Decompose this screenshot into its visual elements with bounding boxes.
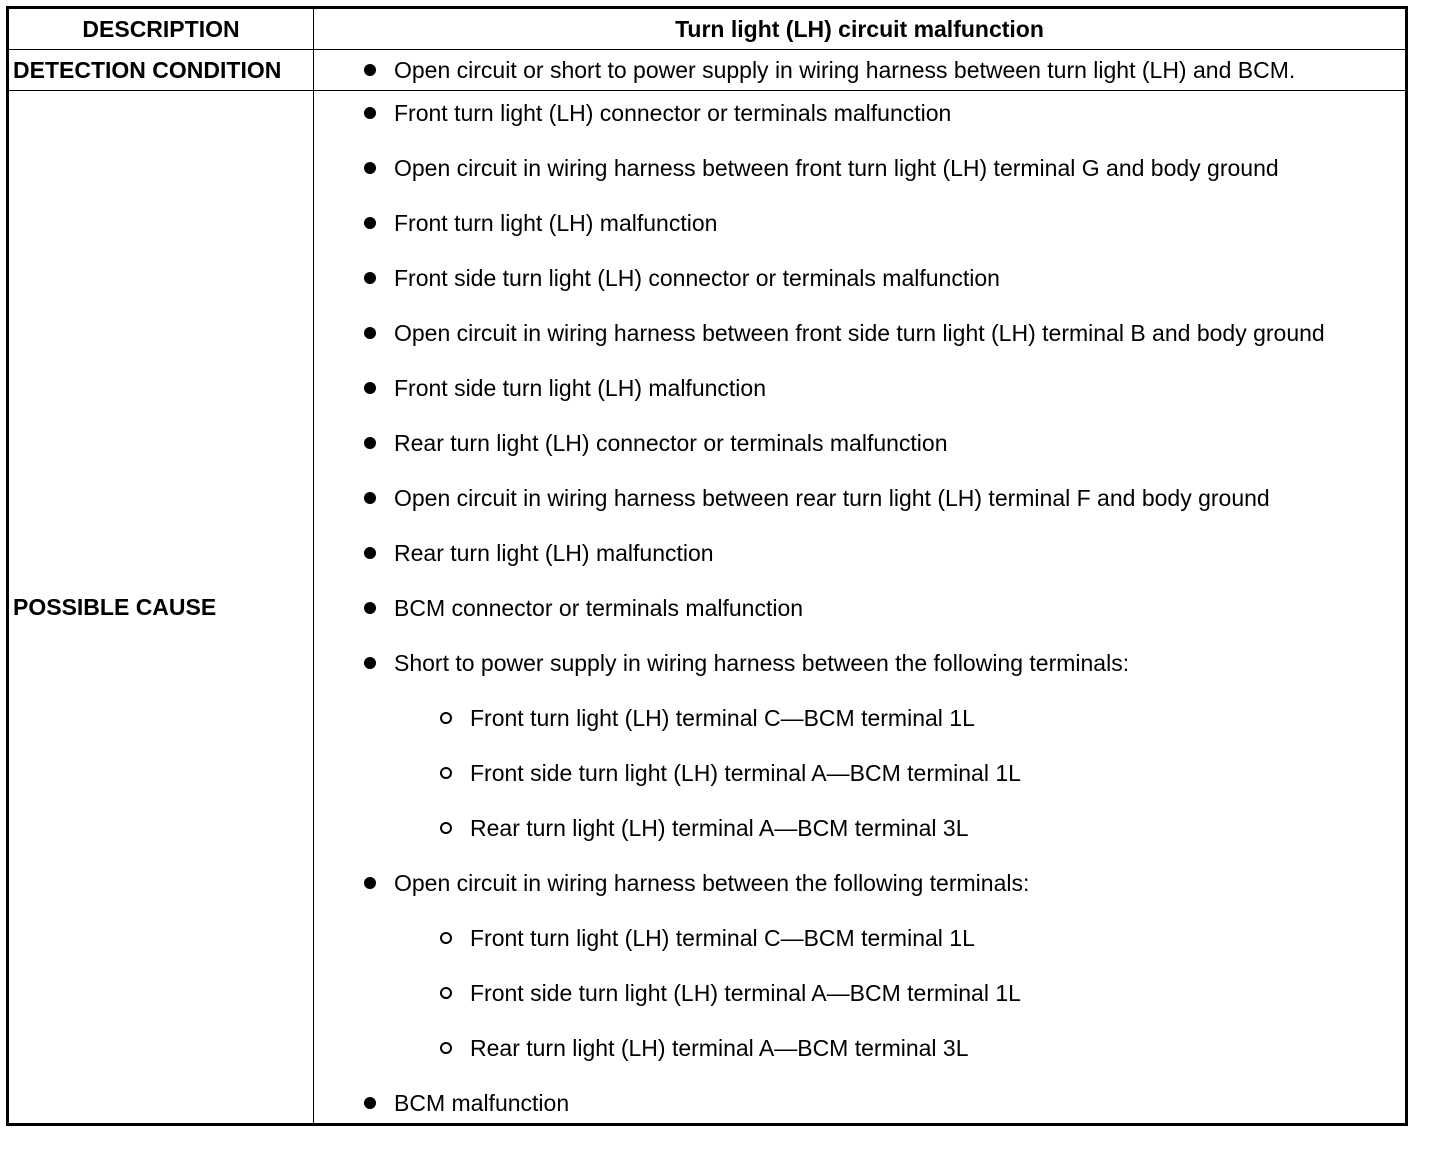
cause-item: Front side turn light (LH) malfunction bbox=[314, 373, 1405, 403]
cause-item: Rear turn light (LH) connector or terminals malfunction bbox=[314, 428, 1405, 458]
hollow-bullet-icon bbox=[440, 767, 452, 779]
bullet-icon bbox=[364, 602, 376, 614]
header-row bbox=[8, 8, 1407, 50]
cause-subitem: Front turn light (LH) terminal C—BCM terminal 1L bbox=[314, 923, 1405, 953]
cause-item: Open circuit in wiring harness between the following terminals: bbox=[314, 868, 1405, 898]
cause-subitem: Front turn light (LH) terminal C—BCM terminal 1L bbox=[314, 703, 1405, 733]
cause-subitem: Rear turn light (LH) terminal A—BCM terminal 3L bbox=[314, 1033, 1405, 1063]
detection-list bbox=[314, 55, 1405, 85]
cause-item: Front side turn light (LH) connector or terminals malfunction bbox=[314, 263, 1405, 293]
bullet-icon bbox=[364, 657, 376, 669]
hollow-bullet-icon bbox=[440, 987, 452, 999]
cause-item: Front turn light (LH) malfunction bbox=[314, 208, 1405, 238]
bullet-icon bbox=[364, 382, 376, 394]
header-title: Turn light (LH) circuit malfunction bbox=[314, 8, 1407, 50]
cause-item: Open circuit in wiring harness between front side turn light (LH) terminal B and body ground bbox=[314, 318, 1405, 348]
detection-label: DETECTION CONDITION bbox=[8, 50, 314, 91]
bullet-icon bbox=[364, 327, 376, 339]
cause-item: Short to power supply in wiring harness between the following terminals: bbox=[314, 648, 1405, 678]
bullet-icon bbox=[364, 162, 376, 174]
bullet-icon bbox=[364, 272, 376, 284]
cause-item: Rear turn light (LH) malfunction bbox=[314, 538, 1405, 568]
detection-row bbox=[8, 50, 1407, 91]
cause-item: Open circuit in wiring harness between rear turn light (LH) terminal F and body ground bbox=[314, 483, 1405, 513]
bullet-icon bbox=[364, 217, 376, 229]
header-description: DESCRIPTION bbox=[8, 8, 314, 50]
bullet-icon bbox=[364, 64, 376, 76]
cause-subitem: Rear turn light (LH) terminal A—BCM terminal 3L bbox=[314, 813, 1405, 843]
detection-item: Open circuit or short to power supply in wiring harness between turn light (LH) and BCM. bbox=[314, 55, 1405, 85]
hollow-bullet-icon bbox=[440, 1042, 452, 1054]
cause-item: BCM connector or terminals malfunction bbox=[314, 593, 1405, 623]
bullet-icon bbox=[364, 877, 376, 889]
detection-cell bbox=[314, 50, 1407, 91]
cause-subitem: Front side turn light (LH) terminal A—BCM terminal 1L bbox=[314, 758, 1405, 788]
hollow-bullet-icon bbox=[440, 712, 452, 724]
diagnostic-table bbox=[6, 6, 1408, 1126]
cause-subitem: Front side turn light (LH) terminal A—BCM terminal 1L bbox=[314, 978, 1405, 1008]
bullet-icon bbox=[364, 1097, 376, 1109]
cause-item: Open circuit in wiring harness between front turn light (LH) terminal G and body ground bbox=[314, 153, 1405, 183]
cause-label: POSSIBLE CAUSE bbox=[8, 91, 314, 1125]
bullet-icon bbox=[364, 437, 376, 449]
hollow-bullet-icon bbox=[440, 822, 452, 834]
cause-list bbox=[314, 98, 1405, 1118]
bullet-icon bbox=[364, 492, 376, 504]
cause-item: BCM malfunction bbox=[314, 1088, 1405, 1118]
bullet-icon bbox=[364, 107, 376, 119]
cause-row bbox=[8, 91, 1407, 1125]
bullet-icon bbox=[364, 547, 376, 559]
hollow-bullet-icon bbox=[440, 932, 452, 944]
cause-item: Front turn light (LH) connector or terminals malfunction bbox=[314, 98, 1405, 128]
cause-cell bbox=[314, 91, 1407, 1125]
